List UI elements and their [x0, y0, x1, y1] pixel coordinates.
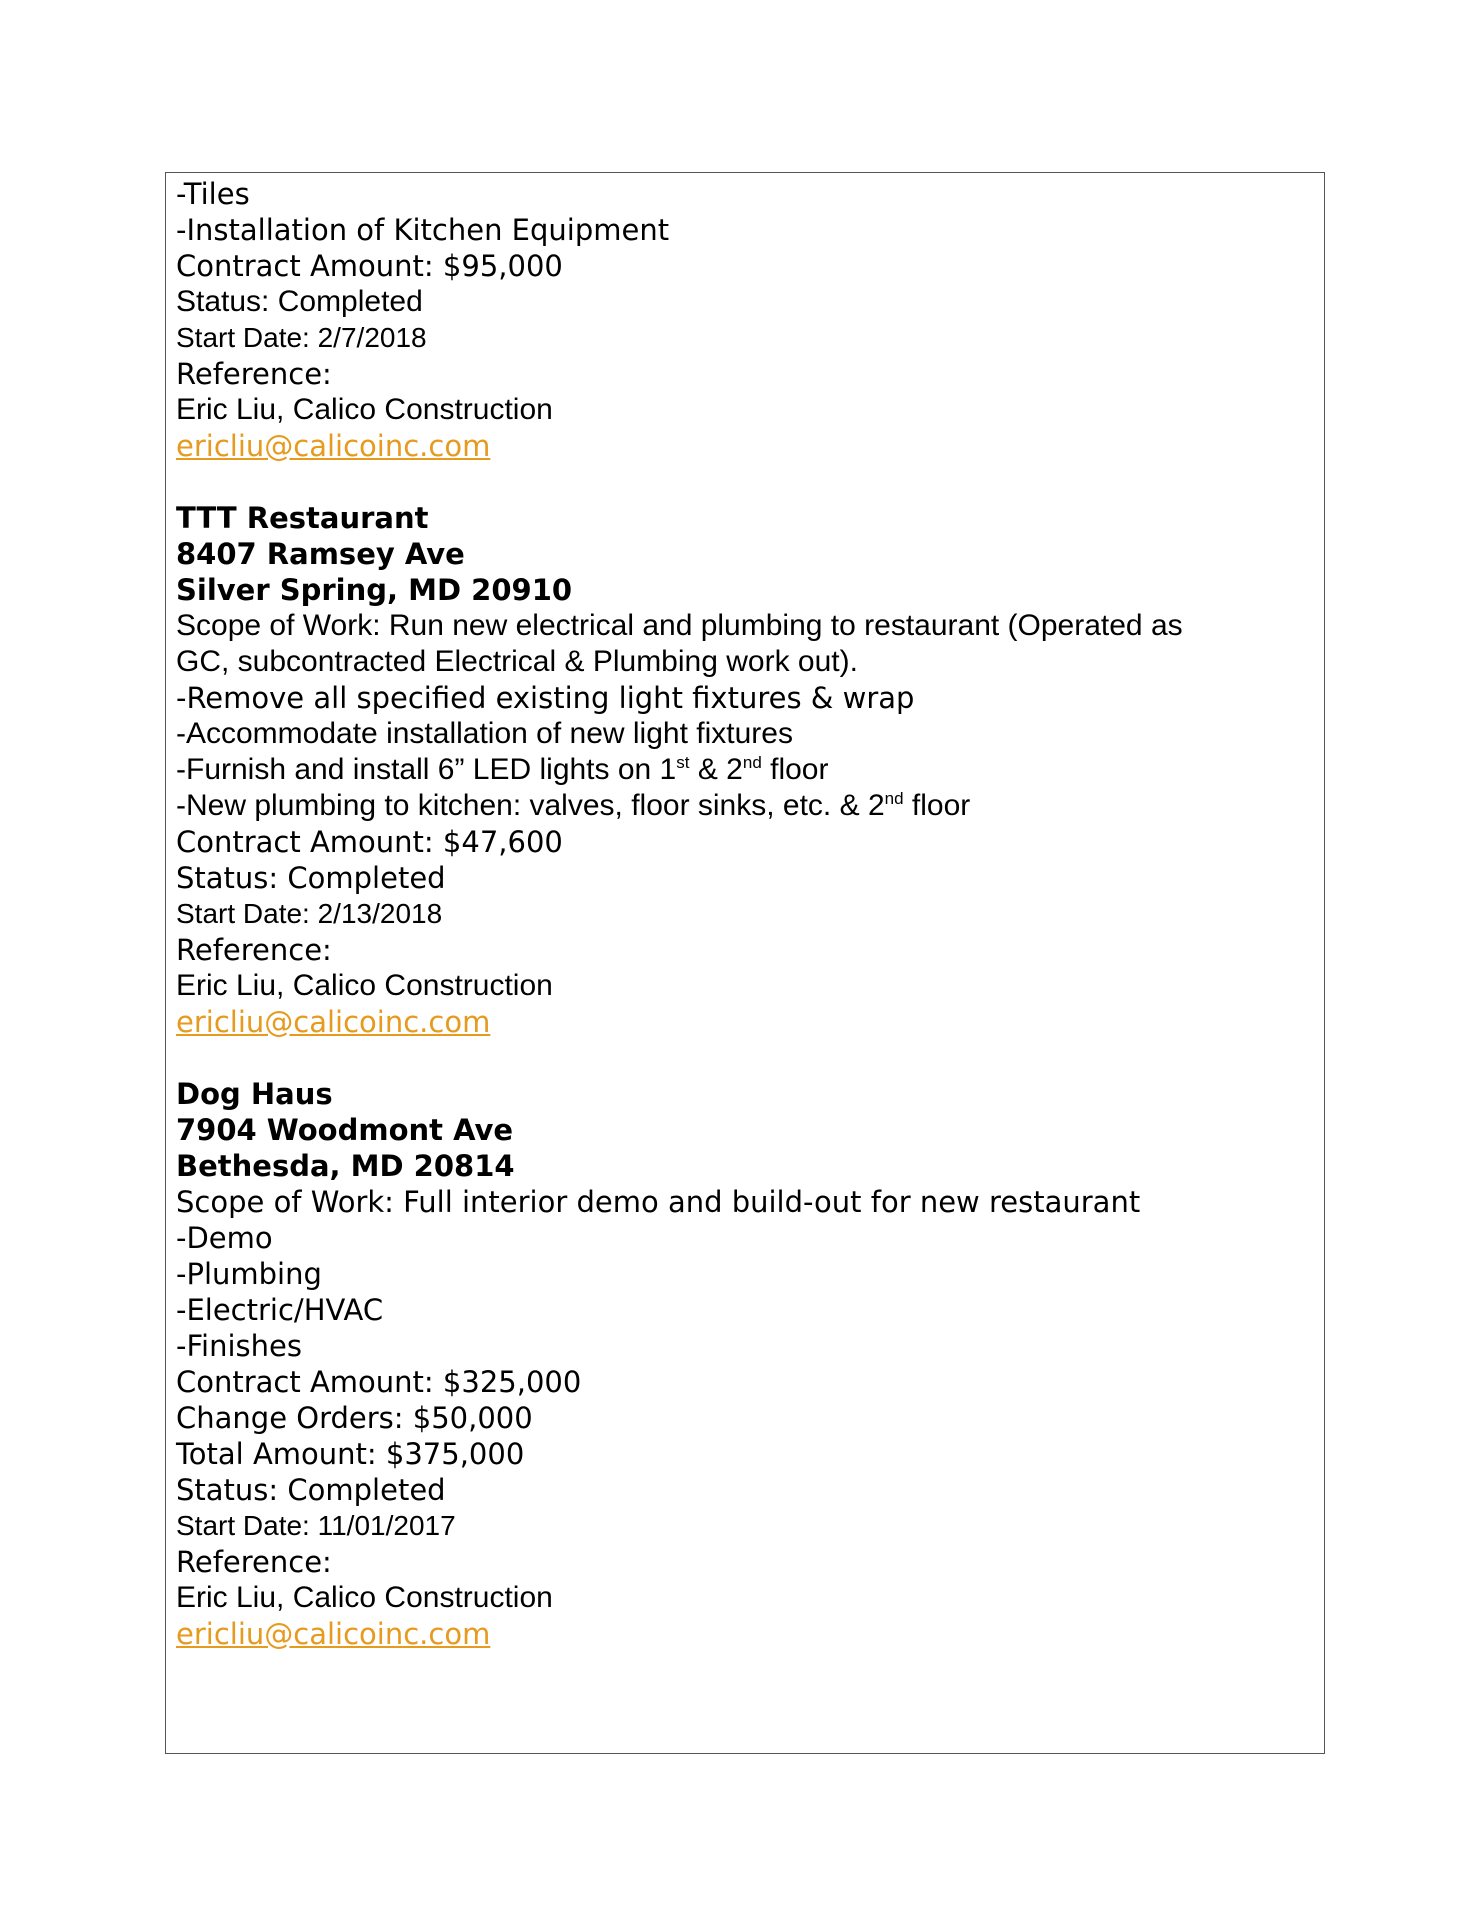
project-address-city: Bethesda, MD 20814 — [176, 1149, 515, 1183]
project-address-city: Silver Spring, MD 20910 — [176, 573, 573, 607]
project-address-street: 8407 Ramsey Ave — [176, 537, 465, 571]
status: Status: Completed — [176, 1473, 446, 1507]
project-name: TTT Restaurant — [176, 501, 429, 535]
project-section — [176, 500, 1316, 1040]
scope-item: -Demo — [176, 1221, 273, 1255]
spacer — [176, 464, 1316, 500]
reference-name: Eric Liu, Calico Construction — [176, 969, 553, 1002]
reference-email-link[interactable]: ericliu@calicoinc.com — [176, 429, 491, 463]
ordinal-suffix: nd — [742, 753, 762, 772]
contract-amount: Contract Amount: $95,000 — [176, 249, 563, 283]
start-date: Start Date: 11/01/2017 — [176, 1510, 456, 1541]
scope-item: -Accommodate installation of new light fixtures — [176, 717, 793, 750]
ordinal-suffix: nd — [884, 789, 904, 808]
scope-of-work-continued: GC, subcontracted Electrical & Plumbing work out). — [176, 645, 858, 678]
scope-item: -Plumbing — [176, 1257, 322, 1291]
start-date: Start Date: 2/7/2018 — [176, 322, 427, 353]
total-amount: Total Amount: $375,000 — [176, 1437, 525, 1471]
scope-item-text: floor — [761, 753, 829, 786]
start-date: Start Date: 2/13/2018 — [176, 898, 443, 929]
reference-name: Eric Liu, Calico Construction — [176, 1581, 553, 1614]
project-address-street: 7904 Woodmont Ave — [176, 1113, 514, 1147]
scope-item: -Remove all specified existing light fixtures & wrap — [176, 681, 915, 715]
scope-item: -Installation of Kitchen Equipment — [176, 213, 670, 247]
ordinal-suffix: st — [676, 753, 690, 772]
scope-item — [176, 788, 1316, 824]
contract-amount: Contract Amount: $325,000 — [176, 1365, 582, 1399]
scope-item-text: & 2 — [689, 753, 743, 786]
scope-item: -Electric/HVAC — [176, 1293, 384, 1327]
reference-email-link[interactable]: ericliu@calicoinc.com — [176, 1005, 491, 1039]
reference-label: Reference: — [176, 933, 332, 967]
scope-item-text: -Furnish and install 6” LED lights on 1 — [176, 753, 677, 786]
scope-item: -Finishes — [176, 1329, 302, 1363]
document-content — [176, 176, 1316, 1652]
project-section — [176, 176, 1316, 464]
reference-name: Eric Liu, Calico Construction — [176, 393, 553, 426]
scope-of-work: Scope of Work: Full interior demo and build-out for new restaurant — [176, 1185, 1141, 1219]
contract-amount: Contract Amount: $47,600 — [176, 825, 563, 859]
reference-label: Reference: — [176, 1545, 332, 1579]
spacer — [176, 1040, 1316, 1076]
status: Status: Completed — [176, 861, 446, 895]
reference-email-link[interactable]: ericliu@calicoinc.com — [176, 1617, 491, 1651]
scope-of-work: Scope of Work: Run new electrical and plumbing to restaurant (Operated as — [176, 609, 1183, 642]
scope-item-text: -New plumbing to kitchen: valves, floor sinks, etc. & 2 — [176, 789, 885, 822]
reference-label: Reference: — [176, 357, 332, 391]
project-name: Dog Haus — [176, 1077, 333, 1111]
status: Status: Completed — [176, 285, 423, 318]
scope-item: -Tiles — [176, 177, 250, 211]
scope-item-text: floor — [903, 789, 971, 822]
project-section — [176, 1076, 1316, 1652]
change-orders: Change Orders: $50,000 — [176, 1401, 533, 1435]
scope-item — [176, 752, 1316, 788]
